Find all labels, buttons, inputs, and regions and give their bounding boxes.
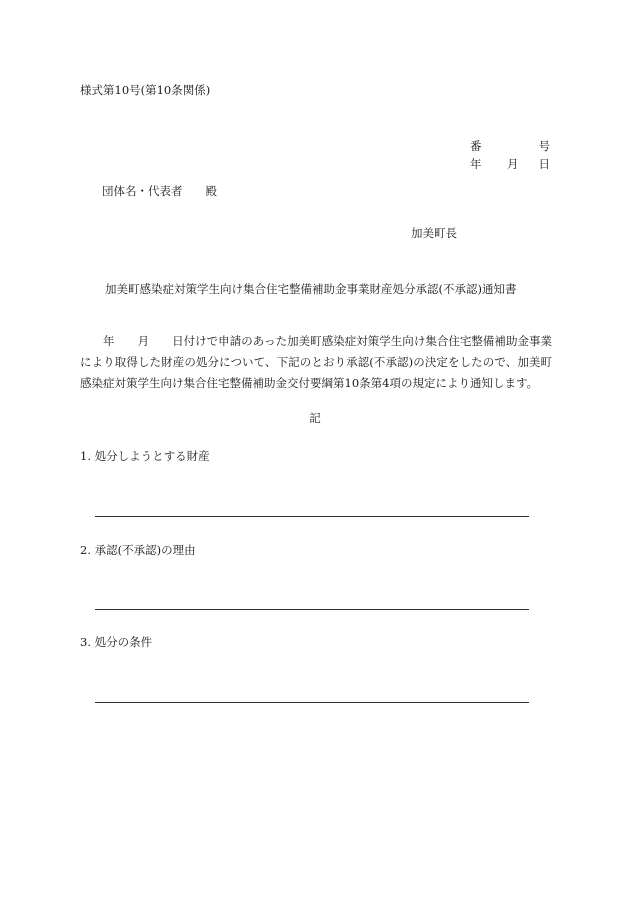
item-1-answer-line xyxy=(95,516,529,517)
body-paragraph: 年 月 日付けで申請のあった加美町感染症対策学生向け集合住宅整備補助金事業により取得した財産の処分について、下記のとおり承認(不承認)の決定をしたので、加美町感染症対策学生向け集合住宅整備補助金交付要綱第10条第4項の規定により通知します。 xyxy=(80,334,552,390)
document-title: 加美町感染症対策学生向け集合住宅整備補助金事業財産処分承認(不承認)通知書 xyxy=(105,282,517,296)
ref-ban: 番 xyxy=(470,139,482,153)
item-2-answer-line xyxy=(95,609,529,610)
date-year: 年 xyxy=(470,157,482,171)
item-1-label: 1. 処分しようとする財産 xyxy=(80,449,210,463)
form-number: 様式第10号(第10条関係) xyxy=(80,83,211,97)
date-month: 月 xyxy=(507,157,519,171)
date-day: 日 xyxy=(538,157,550,171)
item-3-answer-line xyxy=(95,702,529,703)
item-2-label: 2. 承認(不承認)の理由 xyxy=(80,543,196,557)
item-3-label: 3. 処分の条件 xyxy=(80,635,153,649)
addressee: 団体名・代表者 殿 xyxy=(102,184,217,198)
ref-go: 号 xyxy=(538,139,550,153)
ki-heading: 記 xyxy=(309,411,321,425)
issuer: 加美町長 xyxy=(411,226,457,240)
